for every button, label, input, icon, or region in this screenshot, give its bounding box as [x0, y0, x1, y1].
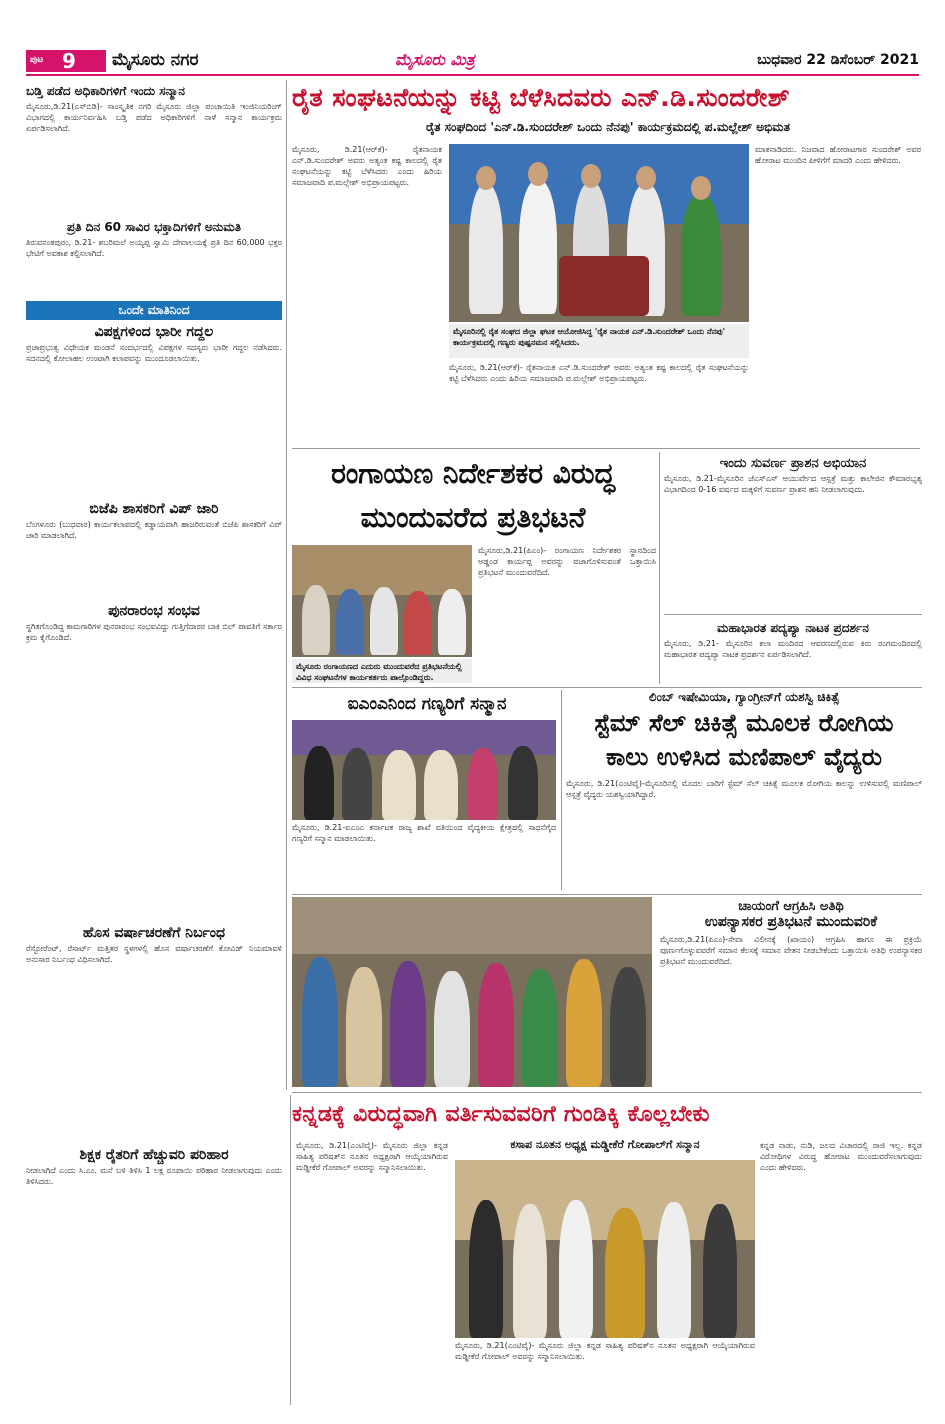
manipal-story: [566, 690, 922, 890]
rangayana-body: ಮೈಸೂರು,ಡಿ.21(ಪಿಎಂ)- ರಂಗಾಯಣ ನಿರ್ದೇಶಕರ ಸ್ಥಾನದಿಂದ ಅಡ್ಡಂಡ ಕಾರ್ಯಪ್ಪ ಅವರನ್ನು ವಜಾಗೊಳಿಸುವಂತೆ ಒತ್ತಾಯಿಸಿ ಪ್ರತಿಭಟನೆ ಮುಂದುವರೆದಿದೆ.: [478, 546, 656, 577]
story-title: ಪುನರಾರಂಭ ಸಂಭವ: [108, 603, 200, 619]
page-number: 9: [62, 49, 76, 73]
story-title: ವಿಪಕ್ಷಗಳಿಂದ ಭಾರೀ ಗದ್ದಲ: [94, 324, 214, 340]
manipal-kicker: ಲಿಂಬ್ ಇಷೇಮಿಯಾ, ಗ್ಯಾಂಗ್ರೀನ್‌ಗೆ ಯಶಸ್ವಿ ಚಿಕಿತ್ಸೆ: [648, 690, 840, 704]
rangayana-caption: ಮೈಸೂರು ರಂಗಾಯಣದ ಎದುರು ಮುಂದುವರೆದ ಪ್ರತಿಭಟನೆಯಲ್ಲಿ ವಿವಿಧ ಸಂಘಟನೆಗಳ ಕಾರ್ಯಕರ್ತರು ಪಾಲ್ಗೊಂಡಿದ್ದರು.: [292, 659, 472, 683]
story-title: ಉಪನ್ಯಾಸಕರ ಪ್ರತಿಭಟನೆ ಮುಂದುವರಿಕೆ: [704, 914, 878, 930]
top-story-body: ಮೈಸೂರು, ಡಿ.21(ಆರ್‌ಕೆ)- ರೈತನಾಯಕ ಎನ್.ಡಿ.ಸುಂದರೇಶ್ ಅವರು ಅತ್ಯಂತ ಕಷ್ಟ ಕಾಲದಲ್ಲಿ ರೈತ ಸಂಘಟನೆಯನ್ನು ಕಟ್ಟಿ ಬೆಳೆಸಿದರು ಎಂದು ಹಿರಿಯ ಸಮಾಜವಾದಿ ಪ.ಮಲ್ಲೇಶ್ ಅಭಿಪ್ರಾಯಪಟ್ಟರು.: [292, 145, 442, 187]
section-divider: [292, 448, 920, 449]
column-divider: [659, 452, 660, 684]
story-title: ಹೊಸ ವರ್ಷಾಚರಣೆಗೆ ನಿರ್ಬಂಧ: [82, 925, 226, 941]
story-title: ಪ್ರತಿ ದಿನ 60 ಸಾವಿರ ಭಕ್ತಾದಿಗಳಿಗೆ ಅನುಮತಿ: [66, 220, 242, 234]
rangayana-headline: [292, 452, 654, 542]
story-body: ಮೈಸೂರು,ಡಿ.21(ಎಸ್‌ಬಿಡಿ)- ಸಾಂಸ್ಕೃತಿಕ ನಗರಿ ಮೈಸೂರು ಜಿಲ್ಲಾ ಪಂಚಾಯಿತಿ ಇಂಜಿನಿಯರಿಂಗ್ ವಿಭಾಗದಲ್ಲಿ ಕಾರ್ಯನಿರ್ವಹಿಸಿ ಬಡ್ತಿ ಪಡೆದ ಅಧಿಕಾರಿಗಳಿಗೆ ನಾಳೆ ಸನ್ಮಾನ ಕಾರ್ಯಕ್ರಮ ಏರ್ಪಡಿಸಲಾಗಿದೆ.: [26, 102, 282, 133]
kannada-photo: [455, 1160, 755, 1338]
story-body: ಸ್ಥಗಿತಗೊಂಡಿದ್ದ ಕಾಮಗಾರಿಗಳ ಪುನರಾರಂಭ ಸಂಭವವಿದ್ದು ಗುತ್ತಿಗೆದಾರರ ಬಾಕಿ ಬಿಲ್ ಪಾವತಿಗೆ ಸರ್ಕಾರ ಕ್ರಮ ಕೈಗೊಂಡಿದೆ.: [26, 622, 282, 642]
rangayana-headline-line-2: ಮುಂದುವರೆದ ಪ್ರತಿಭಟನೆ: [360, 501, 586, 534]
story-body: ಮೈಸೂರು,ಡಿ.21(ಪಿಎಂ)-ಸೇವಾ ವಿಲೀನಕ್ಕೆ (ಖಾಯಂ) ಆಗ್ರಹಿಸಿ ಹಾಗೂ ಈ ಪ್ರಕ್ರಿಯೆ ಪೂರ್ಣಗೊಳ್ಳುವವರೆಗೆ ಸಮಾನ ಕೆಲಸಕ್ಕೆ ಸಮಾನ ವೇತನ ನೀಡಬೇಕೆಂದು ಒತ್ತಾಯಿಸಿ ಅತಿಥಿ ಉಪನ್ಯಾಸಕರ ಪ್ರತಿಭಟನೆ ಮುಂದುವರೆದಿದೆ.: [660, 935, 922, 966]
story-body: ಮೈಸೂರು, ಡಿ.21- ಮೈಸೂರಿನ ಕಲಾ ಮಂದಿರದ ಆವರಣದಲ್ಲಿರುವ ಕಿರು ರಂಗಮಂದಿರದಲ್ಲಿ ಮಹಾಭಾರತ ಪದ್ಯಪ್ಯಾ ನಾಟಕ ಪ್ರದರ್ಶನ ಏರ್ಪಡಿಸಲಾಗಿದೆ.: [664, 639, 922, 659]
kannada-body-continued: ಮೈಸೂರು, ಡಿ.21(ಎಂಟಿವೈ)- ಮೈಸೂರು ಜಿಲ್ಲಾ ಕನ್ನಡ ಸಾಹಿತ್ಯ ಪರಿಷತ್‌ನ ನೂತನ ಅಧ್ಯಕ್ಷರಾಗಿ ಆಯ್ಕೆಯಾಗಿರುವ ಮಡ್ಡೀಕೆರೆ ಗೋಪಾಲ್ ಅವರನ್ನು ಸನ್ಮಾನಿಸಲಾಯಿತು.: [455, 1341, 755, 1361]
story-body: ರೆಸ್ಟೋರೆಂಟ್, ರೆಸಾರ್ಟ್ ಮತ್ತಿತರ ಸ್ಥಳಗಳಲ್ಲಿ ಹೊಸ ವರ್ಷಾಚರಣೆಗೆ ಕೋವಿಡ್ ನಿಯಮಾವಳಿ ಅನುಸಾರ ನಿರ್ಬಂಧ ವಿಧಿಸಲಾಗಿದೆ.: [26, 944, 282, 964]
story-title: ಬಿಜೆಪಿ ಶಾಸಕರಿಗೆ ವಿಪ್ ಜಾರಿ: [89, 501, 219, 517]
section-divider: [664, 614, 922, 615]
manipal-headline-line-2: ಕಾಲು ಉಳಿಸಿದ ಮಣಿಪಾಲ್ ವೈದ್ಯರು: [605, 742, 883, 771]
story-body: ಮೈಸೂರು, ಡಿ.21-ಮೈಸೂರಿನ ಜೆಎಸ್‌ಎಸ್ ಆಯುರ್ವೇದ ಆಸ್ಪತ್ರೆ ಮತ್ತು ಕಾಲೇಜಿನ ಕೌಮಾರಭೃತ್ಯ ವಿಭಾಗದಿಂದ 0-16 ವರ್ಷದ ಮಕ್ಕಳಿಗೆ ಸುವರ್ಣ ಪ್ರಾಶನ ಹನಿ ನೀಡಲಾಗುವುದು.: [664, 474, 922, 494]
column-divider: [561, 690, 562, 890]
story-body: ತಿರುವನಂತಪುರಂ, ಡಿ.21- ಶಬರಿಮಲೆ ಅಯ್ಯಪ್ಪ ಸ್ವಾಮಿ ದೇವಾಲಯಕ್ಕೆ ಪ್ರತಿ ದಿನ 60,000 ಭಕ್ತರ ಭೇಟಿಗೆ ಅವಕಾಶ ಕಲ್ಪಿಸಲಾಗಿದೆ.: [26, 238, 282, 258]
story-title: ಬಡ್ತಿ ಪಡೆದ ಅಧಿಕಾರಿಗಳಿಗೆ ಇಂದು ಸನ್ಮಾನ: [26, 84, 185, 98]
page-header: [0, 0, 945, 78]
header-rule: [26, 74, 919, 76]
guest-lecturers-story: [660, 897, 922, 1087]
top-story-headline: ರೈತ ಸಂಘಟನೆಯನ್ನು ಕಟ್ಟಿ ಬೆಳೆಸಿದವರು ಎನ್.ಡಿ.ಸುಂದರೇಶ್: [292, 83, 791, 112]
page-number-box: [26, 50, 106, 72]
suvarna-story: [664, 452, 922, 612]
story-body: ಮೈಸೂರು, ಡಿ.21(ಎಂಟಿವೈ)-ಮೈಸೂರಿನಲ್ಲಿ ಮೊದಲ ಬಾರಿಗೆ ಸ್ಟೆಮ್ ಸೆಲ್ ಚಿಕಿತ್ಸೆ ಮೂಲಕ ರೋಗಿಯ ಕಾಲನ್ನು ಉಳಿಸುವಲ್ಲಿ ಮಣಿಪಾಲ್ ಆಸ್ಪತ್ರೆ ವೈದ್ಯರು ಯಶಸ್ವಿಯಾಗಿದ್ದಾರೆ.: [566, 778, 922, 799]
story-title: ಮಹಾಭಾರತ ಪದ್ಯಪ್ಯಾ ನಾಟಕ ಪ್ರದರ್ಶನ: [717, 621, 869, 635]
column-divider: [286, 80, 287, 1090]
ima-body: ಮೈಸೂರು, ಡಿ.21-ಐಎಂಎ ಕರ್ನಾಟಕ ರಾಜ್ಯ ಶಾಖೆ ವತಿಯಿಂದ ವೈದ್ಯಕೀಯ ಕ್ಷೇತ್ರದಲ್ಲಿ ಸಾಧನೆಗೈದ ಗಣ್ಯರಿಗೆ ಸನ್ಮಾನ ಮಾಡಲಾಯಿತು.: [292, 823, 556, 843]
section-divider: [292, 687, 922, 688]
top-story-body-continued: ಮೈಸೂರು, ಡಿ.21(ಆರ್‌ಕೆ)- ರೈತನಾಯಕ ಎನ್.ಡಿ.ಸುಂದರೇಶ್ ಅವರು ಅತ್ಯಂತ ಕಷ್ಟ ಕಾಲದಲ್ಲಿ ರೈತ ಸಂಘಟನೆಯನ್ನು ಕಟ್ಟಿ ಬೆಳೆಸಿದರು ಎಂದು ಹಿರಿಯ ಸಮಾಜವಾದಿ ಪ.ಮಲ್ಲೇಶ್ ಅಭಿಪ್ರಾಯಪಟ್ಟರು.: [449, 363, 749, 383]
kannada-subhead: ಕಸಾಪ ನೂತನ ಅಧ್ಯಕ್ಷ ಮಡ್ಡೀಕೆರೆ ಗೋಪಾಲ್‌ಗೆ ಸನ್ಮಾನ: [510, 1138, 700, 1151]
masthead-logo: ಮೈಸೂರು ಮಿತ್ರ: [395, 50, 475, 69]
top-story-photo: [449, 144, 749, 322]
ima-headline: ಐಎಂಎನಿಂದ ಗಣ್ಯರಿಗೆ ಸನ್ಮಾನ: [347, 694, 507, 714]
mahabharata-story: [664, 617, 922, 685]
rangayana-photo: [292, 545, 472, 657]
story-title: ಶಿಕ್ಷಕ ರೈತರಿಗೆ ಹೆಚ್ಚುವರಿ ಪರಿಹಾರ: [79, 1147, 229, 1163]
manipal-headline-line-1: ಸ್ಟೆಮ್ ಸೆಲ್ ಚಿಕಿತ್ಸೆ ಮೂಲಕ ರೋಗಿಯ: [594, 708, 894, 737]
kannada-right-body: ಕನ್ನಡ ನಾಡು, ನುಡಿ, ಜಲದ ವಿಚಾರದಲ್ಲಿ ರಾಜಿ ಇಲ್ಲ. ಕನ್ನಡ ವಿರೋಧಿಗಳ ವಿರುದ್ಧ ಹೋರಾಟ ಮುಂದುವರೆಸಲಾಗುವುದು ಎಂದು ಹೇಳಿದರು.: [760, 1141, 922, 1172]
column-divider: [290, 1095, 291, 1405]
story-body: ಪ್ರಜಾಪ್ರಭುತ್ವ ವಿಧೇಯಕ ಮಂಡನೆ ಸಂದರ್ಭದಲ್ಲಿ ವಿಪಕ್ಷಗಳ ಸದಸ್ಯರು ಭಾರೀ ಗದ್ದಲ ನಡೆಸಿದರು. ಸದನದಲ್ಲಿ ಕೋಲಾಹಲ ಉಂಟಾಗಿ ಕಲಾಪವನ್ನು ಮುಂದೂಡಲಾಯಿತು.: [26, 343, 282, 363]
story-body: ಬೆಂಗಳೂರು (ಬುಧವಾರ) ಕಾರ್ಯಕಲಾಪದಲ್ಲಿ ಕಡ್ಡಾಯವಾಗಿ ಹಾಜರಿರುವಂತೆ ಬಿಜೆಪಿ ಶಾಸಕರಿಗೆ ವಿಪ್ ಜಾರಿ ಮಾಡಲಾಗಿದೆ.: [26, 520, 282, 540]
issue-date: ಬುಧವಾರ 22 ಡಿಸೆಂಬರ್ 2021: [757, 52, 919, 68]
section-title: ಮೈಸೂರು ನಗರ: [112, 50, 199, 70]
kannada-headline: ಕನ್ನಡಕ್ಕೆ ವಿರುದ್ಧವಾಗಿ ವರ್ತಿಸುವವರಿಗೆ ಗುಂಡಿಕ್ಕಿ ಕೊಲ್ಲಬೇಕು: [292, 1102, 710, 1127]
section-divider: [292, 894, 922, 895]
story-body: ನೀಡಲಾಗಿದೆ ಎಂದು ಸಿ.ಎಂ. ಮನೆ ಬಳಿ ತಿಳಿಸಿ 1 ಲಕ್ಷ ರೂಪಾಯಿ ಪರಿಹಾರ ನೀಡಲಾಗುವುದು ಎಂದು ತಿಳಿಸಿದರು.: [26, 1166, 282, 1186]
story-title: ಇಂದು ಸುವರ್ಣ ಪ್ರಾಶನ ಅಭಿಯಾನ: [719, 456, 867, 471]
rangayana-headline-line-1: ರಂಗಾಯಣ ನಿರ್ದೇಶಕರ ವಿರುದ್ಧ: [331, 457, 615, 490]
top-story-right-body: ಮಾತನಾಡಿದರು. ನಿಜವಾದ ಹೋರಾಟಗಾರ ಸುಂದರೇಶ್ ಅವರ ಹೋರಾಟ ಮುಂದಿನ ಪೀಳಿಗೆಗೆ ಮಾದರಿ ಎಂದು ಹೇಳಿದರು.: [755, 145, 921, 165]
section-divider: [292, 1092, 922, 1093]
protest-photo: [292, 897, 652, 1087]
page-label: ಪುಟ: [30, 55, 44, 65]
top-story-subhead: ರೈತ ಸಂಘದಿಂದ 'ಎನ್.ಡಿ.ಸುಂದರೇಶ್ ಒಂದು ನೆನಪು' ಕಾರ್ಯಕ್ರಮದಲ್ಲಿ ಪ.ಮಲ್ಲೇಶ್ ಅಭಿಮತ: [426, 120, 790, 134]
left-column: [26, 80, 282, 1410]
ima-photo: [292, 720, 556, 820]
kannada-body: ಮೈಸೂರು, ಡಿ.21(ಎಂಟಿವೈ)- ಮೈಸೂರು ಜಿಲ್ಲಾ ಕನ್ನಡ ಸಾಹಿತ್ಯ ಪರಿಷತ್‌ನ ನೂತನ ಅಧ್ಯಕ್ಷರಾಗಿ ಆಯ್ಕೆಯಾಗಿರುವ ಮಡ್ಡೀಕೆರೆ ಗೋಪಾಲ್ ಅವರನ್ನು ಸನ್ಮಾನಿಸಲಾಯಿತು.: [296, 1141, 448, 1172]
top-story-caption: ಮೈಸೂರಿನಲ್ಲಿ ರೈತ ಸಂಘದ ಜಿಲ್ಲಾ ಘಟಕ ಆಯೋಜಿಸಿದ್ದ 'ರೈತ ನಾಯಕ ಎನ್.ಡಿ.ಸುಂದರೇಶ್ ಒಂದು ನೆನಪು' ಕಾರ್ಯಕ್ರಮದಲ್ಲಿ ಗಣ್ಯರು ಪುಷ್ಪನಮನ ಸಲ್ಲಿಸಿದರು.: [449, 324, 749, 358]
section-band: ಒಂದೇ ಮಾತಿನಿಂದ: [26, 301, 282, 320]
story-title: ಚಾಯಂಗೆ ಆಗ್ರಹಿಸಿ ಅತಿಥಿ: [738, 899, 844, 914]
